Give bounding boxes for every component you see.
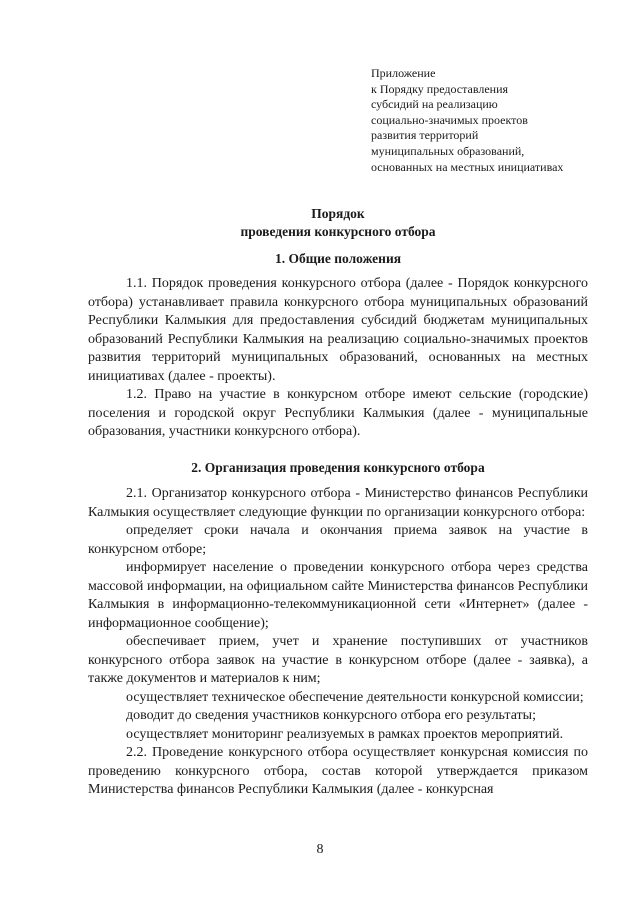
paragraph: информирует население о проведении конкурсного отбора через средства массовой информации, на официальном сайте Министерства финансов Республики Калмыкия в информационно-телекоммуникационной сети «Интернет» (далее - информационное сообщение); [88,560,588,631]
appendix-line: социально-значимых проектов [371,112,528,127]
section-body [88,485,588,800]
section-heading: 1. Общие положения [274,251,402,266]
appendix-line: основанных на местных инициативах [371,159,564,174]
paragraph: обеспечивает прием, учет и хранение поступивших от участников конкурсного отбора заявок на участие в конкурсном отборе (далее - заявка), а также документов и материалов к ним; [88,634,588,686]
appendix-note [371,66,611,175]
document-title: Порядок [311,206,365,221]
appendix-line: развития территорий [371,128,479,143]
paragraph: 1.1. Порядок проведения конкурсного отбора (далее - Порядок конкурсного отбора) устанавливает правила конкурсного отбора муниципальных образований Республики Калмыкия для предоставления субсидий бюджетам муниципальных образований Республики Калмыкия на реализацию социально-значимых проектов развития территорий муниципальных образований, основанных на местных инициативах (далее - проекты). [88,276,588,384]
paragraph: 2.1. Организатор конкурсного отбора - Министерство финансов Республики Калмыкия осуществляет следующие функции по организации конкурсного отбора: [88,486,588,520]
paragraph: доводит до сведения участников конкурсного отбора его результаты; [126,708,536,723]
paragraph: осуществляет техническое обеспечение деятельности конкурсной комиссии; [126,689,584,705]
section-body [88,275,588,442]
appendix-line: субсидий на реализацию [371,97,498,112]
section-heading: 2. Организация проведения конкурсного отбора [191,460,485,475]
paragraph: определяет сроки начала и окончания приема заявок на участие в конкурсном отборе; [88,523,588,557]
appendix-line: к Порядку предоставления [371,81,509,96]
appendix-line: муниципальных образований, [371,143,525,158]
document-subtitle: проведения конкурсного отбора [240,224,436,239]
paragraph: 1.2. Право на участие в конкурсном отборе имеют сельские (городские) поселения и городской округ Республики Калмыкия (далее - муниципальные образования, участники конкурсного отбора). [88,387,588,439]
appendix-line: Приложение [371,66,436,80]
paragraph: осуществляет мониторинг реализуемых в рамках проектов мероприятий. [126,726,564,742]
page-number: 8 [316,842,324,857]
paragraph: 2.2. Проведение конкурсного отбора осуществляет конкурсная комиссия по проведению конкурсного отбора, состав которой утверждается приказом Министерства финансов Республики Калмыкия (далее - конкурсная [88,745,588,797]
